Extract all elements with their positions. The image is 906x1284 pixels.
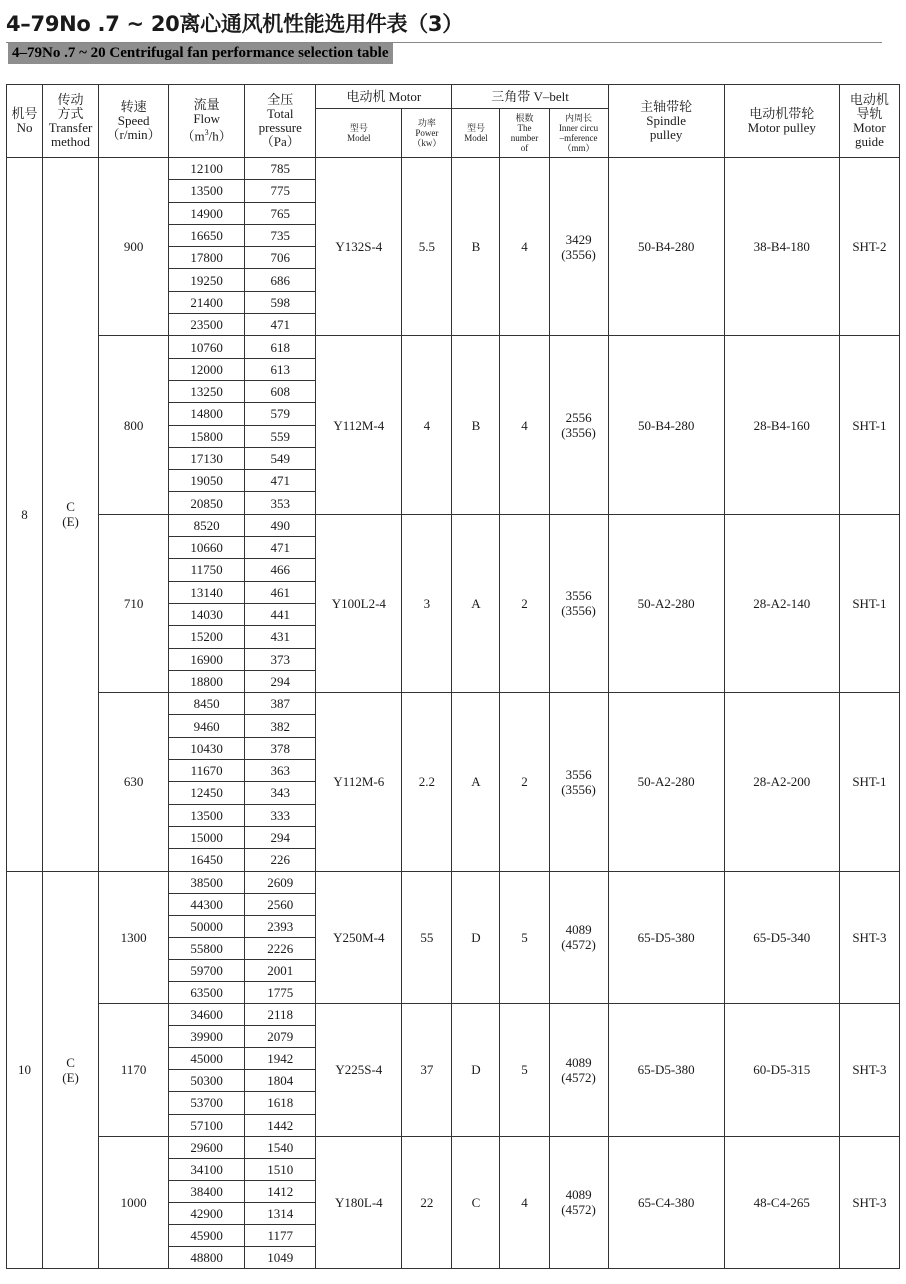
header-motor-guide: 电动机 导轨 Motor guide <box>839 85 899 158</box>
table-row <box>7 871 900 893</box>
pressure-cell: 1510 <box>245 1158 316 1180</box>
flow-cell: 13250 <box>169 380 245 402</box>
pressure-cell: 363 <box>245 760 316 782</box>
pressure-cell: 294 <box>245 670 316 692</box>
pressure-cell: 598 <box>245 291 316 313</box>
motor-pulley-cell: 38-B4-180 <box>724 158 839 336</box>
belt-model-cell: A <box>452 693 500 871</box>
belt-model-cell: D <box>452 871 500 1004</box>
flow-cell: 16450 <box>169 849 245 871</box>
flow-cell: 15000 <box>169 826 245 848</box>
pressure-cell: 466 <box>245 559 316 581</box>
flow-cell: 13500 <box>169 180 245 202</box>
belt-number-cell: 5 <box>500 871 549 1004</box>
speed-cell: 1170 <box>99 1004 169 1137</box>
belt-number-cell: 4 <box>500 336 549 514</box>
pressure-cell: 226 <box>245 849 316 871</box>
flow-cell: 39900 <box>169 1026 245 1048</box>
header-transfer-method: 传动 方式 Transfer method <box>43 85 99 158</box>
belt-number-cell: 4 <box>500 1136 549 1269</box>
pressure-cell: 618 <box>245 336 316 358</box>
flow-cell: 8450 <box>169 693 245 715</box>
pressure-cell: 579 <box>245 403 316 425</box>
motor-guide-cell: SHT-1 <box>839 336 899 514</box>
pressure-cell: 2001 <box>245 959 316 981</box>
motor-power-cell: 4 <box>402 336 452 514</box>
pressure-cell: 471 <box>245 537 316 559</box>
motor-power-cell: 3 <box>402 514 452 692</box>
flow-cell: 23500 <box>169 314 245 336</box>
flow-cell: 17130 <box>169 447 245 469</box>
pressure-cell: 559 <box>245 425 316 447</box>
pressure-cell: 1540 <box>245 1136 316 1158</box>
speed-cell: 900 <box>99 158 169 336</box>
pressure-cell: 613 <box>245 358 316 380</box>
spindle-pulley-cell: 50-B4-280 <box>608 336 724 514</box>
belt-length-cell: 4089 (4572) <box>549 1004 608 1137</box>
flow-cell: 19250 <box>169 269 245 291</box>
transfer-method-cell: C (E) <box>43 158 99 872</box>
belt-length-cell: 3429 (3556) <box>549 158 608 336</box>
table-row <box>7 514 900 536</box>
spindle-pulley-cell: 65-C4-380 <box>608 1136 724 1269</box>
table-row <box>7 336 900 358</box>
belt-model-cell: B <box>452 336 500 514</box>
pressure-cell: 2393 <box>245 915 316 937</box>
table-header <box>7 85 900 158</box>
motor-power-cell: 2.2 <box>402 693 452 871</box>
pressure-cell: 1177 <box>245 1225 316 1247</box>
pressure-cell: 1314 <box>245 1202 316 1224</box>
header-flow: 流量 Flow $(m^3/h)$ <box>169 85 245 158</box>
flow-cell: 50000 <box>169 915 245 937</box>
flow-cell: 44300 <box>169 893 245 915</box>
pressure-cell: 382 <box>245 715 316 737</box>
pressure-cell: 785 <box>245 158 316 180</box>
pressure-cell: 765 <box>245 202 316 224</box>
flow-cell: 57100 <box>169 1114 245 1136</box>
pressure-cell: 461 <box>245 581 316 603</box>
flow-cell: 19050 <box>169 470 245 492</box>
speed-cell: 1000 <box>99 1136 169 1269</box>
pressure-cell: 373 <box>245 648 316 670</box>
pressure-cell: 1049 <box>245 1247 316 1269</box>
header-vbelt: 三角带 V–belt <box>452 85 608 109</box>
flow-cell: 63500 <box>169 981 245 1003</box>
header-motor-model: 型号 Model <box>316 109 402 158</box>
flow-cell: 11750 <box>169 559 245 581</box>
header-motor: 电动机 Motor <box>316 85 452 109</box>
header-belt-length: 内周长 Inner circu –mference （mm） <box>549 109 608 158</box>
belt-number-cell: 5 <box>500 1004 549 1137</box>
flow-cell: 13500 <box>169 804 245 826</box>
flow-cell: 38500 <box>169 871 245 893</box>
motor-model-cell: Y112M-6 <box>316 693 402 871</box>
flow-cell: 14900 <box>169 202 245 224</box>
flow-cell: 38400 <box>169 1180 245 1202</box>
motor-model-cell: Y100L2-4 <box>316 514 402 692</box>
flow-cell: 10760 <box>169 336 245 358</box>
motor-power-cell: 55 <box>402 871 452 1004</box>
pressure-cell: 387 <box>245 693 316 715</box>
pressure-cell: 471 <box>245 314 316 336</box>
belt-length-cell: 4089 (4572) <box>549 1136 608 1269</box>
pressure-cell: 1775 <box>245 981 316 1003</box>
pressure-cell: 378 <box>245 737 316 759</box>
motor-guide-cell: SHT-3 <box>839 871 899 1004</box>
belt-model-cell: C <box>452 1136 500 1269</box>
transfer-method-cell: C (E) <box>43 871 99 1269</box>
pressure-cell: 1412 <box>245 1180 316 1202</box>
pressure-cell: 2560 <box>245 893 316 915</box>
flow-cell: 34100 <box>169 1158 245 1180</box>
flow-cell: 12000 <box>169 358 245 380</box>
pressure-cell: 294 <box>245 826 316 848</box>
pressure-cell: 1442 <box>245 1114 316 1136</box>
spindle-pulley-cell: 65-D5-380 <box>608 871 724 1004</box>
pressure-cell: 2226 <box>245 937 316 959</box>
machine-no-cell: 10 <box>7 871 43 1269</box>
belt-model-cell: A <box>452 514 500 692</box>
pressure-cell: 471 <box>245 470 316 492</box>
flow-cell: 12100 <box>169 158 245 180</box>
flow-cell: 50300 <box>169 1070 245 1092</box>
flow-cell: 55800 <box>169 937 245 959</box>
motor-model-cell: Y112M-4 <box>316 336 402 514</box>
motor-model-cell: Y250M-4 <box>316 871 402 1004</box>
table-row <box>7 158 900 180</box>
speed-cell: 800 <box>99 336 169 514</box>
motor-pulley-cell: 65-D5-340 <box>724 871 839 1004</box>
header-motor-pulley: 电动机带轮 Motor pulley <box>724 85 839 158</box>
table-row <box>7 1004 900 1026</box>
belt-model-cell: B <box>452 158 500 336</box>
motor-pulley-cell: 48-C4-265 <box>724 1136 839 1269</box>
flow-cell: 48800 <box>169 1247 245 1269</box>
flow-cell: 21400 <box>169 291 245 313</box>
pressure-cell: 608 <box>245 380 316 402</box>
flow-cell: 20850 <box>169 492 245 514</box>
speed-cell: 630 <box>99 693 169 871</box>
flow-cell: 16650 <box>169 224 245 246</box>
pressure-cell: 1804 <box>245 1070 316 1092</box>
flow-cell: 15200 <box>169 626 245 648</box>
flow-cell: 45900 <box>169 1225 245 1247</box>
motor-model-cell: Y225S-4 <box>316 1004 402 1137</box>
pressure-cell: 343 <box>245 782 316 804</box>
pressure-cell: 431 <box>245 626 316 648</box>
flow-cell: 14800 <box>169 403 245 425</box>
flow-cell: 11670 <box>169 760 245 782</box>
belt-length-cell: 3556 (3556) <box>549 693 608 871</box>
pressure-cell: 2118 <box>245 1004 316 1026</box>
motor-pulley-cell: 28-A2-140 <box>724 514 839 692</box>
spindle-pulley-cell: 65-D5-380 <box>608 1004 724 1137</box>
flow-cell: 29600 <box>169 1136 245 1158</box>
motor-pulley-cell: 28-A2-200 <box>724 693 839 871</box>
spindle-pulley-cell: 50-B4-280 <box>608 158 724 336</box>
belt-length-cell: 2556 (3556) <box>549 336 608 514</box>
pressure-cell: 333 <box>245 804 316 826</box>
flow-cell: 12450 <box>169 782 245 804</box>
flow-cell: 34600 <box>169 1004 245 1026</box>
pressure-cell: 686 <box>245 269 316 291</box>
belt-length-cell: 4089 (4572) <box>549 871 608 1004</box>
pressure-cell: 353 <box>245 492 316 514</box>
flow-cell: 45000 <box>169 1048 245 1070</box>
flow-cell: 10660 <box>169 537 245 559</box>
pressure-cell: 490 <box>245 514 316 536</box>
table-row <box>7 693 900 715</box>
flow-cell: 9460 <box>169 715 245 737</box>
spindle-pulley-cell: 50-A2-280 <box>608 514 724 692</box>
belt-length-cell: 3556 (3556) <box>549 514 608 692</box>
pressure-cell: 441 <box>245 603 316 625</box>
flow-cell: 18800 <box>169 670 245 692</box>
flow-cell: 42900 <box>169 1202 245 1224</box>
belt-number-cell: 2 <box>500 514 549 692</box>
flow-cell: 8520 <box>169 514 245 536</box>
motor-guide-cell: SHT-1 <box>839 693 899 871</box>
pressure-cell: 1942 <box>245 1048 316 1070</box>
header-spindle-pulley: 主轴带轮 Spindle pulley <box>608 85 724 158</box>
pressure-cell: 706 <box>245 247 316 269</box>
motor-model-cell: Y180L-4 <box>316 1136 402 1269</box>
header-belt-model: 型号 Model <box>452 109 500 158</box>
speed-cell: 710 <box>99 514 169 692</box>
motor-guide-cell: SHT-1 <box>839 514 899 692</box>
header-speed: 转速 Speed （r/min） <box>99 85 169 158</box>
pressure-cell: 1618 <box>245 1092 316 1114</box>
flow-cell: 59700 <box>169 959 245 981</box>
flow-cell: 15800 <box>169 425 245 447</box>
performance-table <box>6 84 900 1269</box>
header-belt-number: 根数 The number of <box>500 109 549 158</box>
header-machine-no: 机号 No <box>7 85 43 158</box>
spindle-pulley-cell: 50-A2-280 <box>608 693 724 871</box>
pressure-cell: 2609 <box>245 871 316 893</box>
flow-cell: 14030 <box>169 603 245 625</box>
flow-cell: 17800 <box>169 247 245 269</box>
motor-model-cell: Y132S-4 <box>316 158 402 336</box>
table-row <box>7 1136 900 1158</box>
page-title: 4–79No .7 ~ 20离心通风机性能选用件表（3） <box>6 12 463 36</box>
flow-cell: 53700 <box>169 1092 245 1114</box>
belt-number-cell: 2 <box>500 693 549 871</box>
belt-number-cell: 4 <box>500 158 549 336</box>
flow-cell: 16900 <box>169 648 245 670</box>
motor-pulley-cell: 60-D5-315 <box>724 1004 839 1137</box>
motor-guide-cell: SHT-2 <box>839 158 899 336</box>
flow-cell: 10430 <box>169 737 245 759</box>
table-body <box>7 158 900 1269</box>
belt-model-cell: D <box>452 1004 500 1137</box>
motor-guide-cell: SHT-3 <box>839 1136 899 1269</box>
header-motor-power: 功率 Power （kw） <box>402 109 452 158</box>
page-subtitle: 4–79No .7 ~ 20 Centrifugal fan performance selection table <box>8 43 393 64</box>
pressure-cell: 775 <box>245 180 316 202</box>
motor-power-cell: 22 <box>402 1136 452 1269</box>
speed-cell: 1300 <box>99 871 169 1004</box>
motor-power-cell: 37 <box>402 1004 452 1137</box>
flow-cell: 13140 <box>169 581 245 603</box>
pressure-cell: 735 <box>245 224 316 246</box>
pressure-cell: 2079 <box>245 1026 316 1048</box>
motor-power-cell: 5.5 <box>402 158 452 336</box>
motor-guide-cell: SHT-3 <box>839 1004 899 1137</box>
machine-no-cell: 8 <box>7 158 43 872</box>
header-total-pressure: 全压 Total pressure （Pa） <box>245 85 316 158</box>
pressure-cell: 549 <box>245 447 316 469</box>
motor-pulley-cell: 28-B4-160 <box>724 336 839 514</box>
